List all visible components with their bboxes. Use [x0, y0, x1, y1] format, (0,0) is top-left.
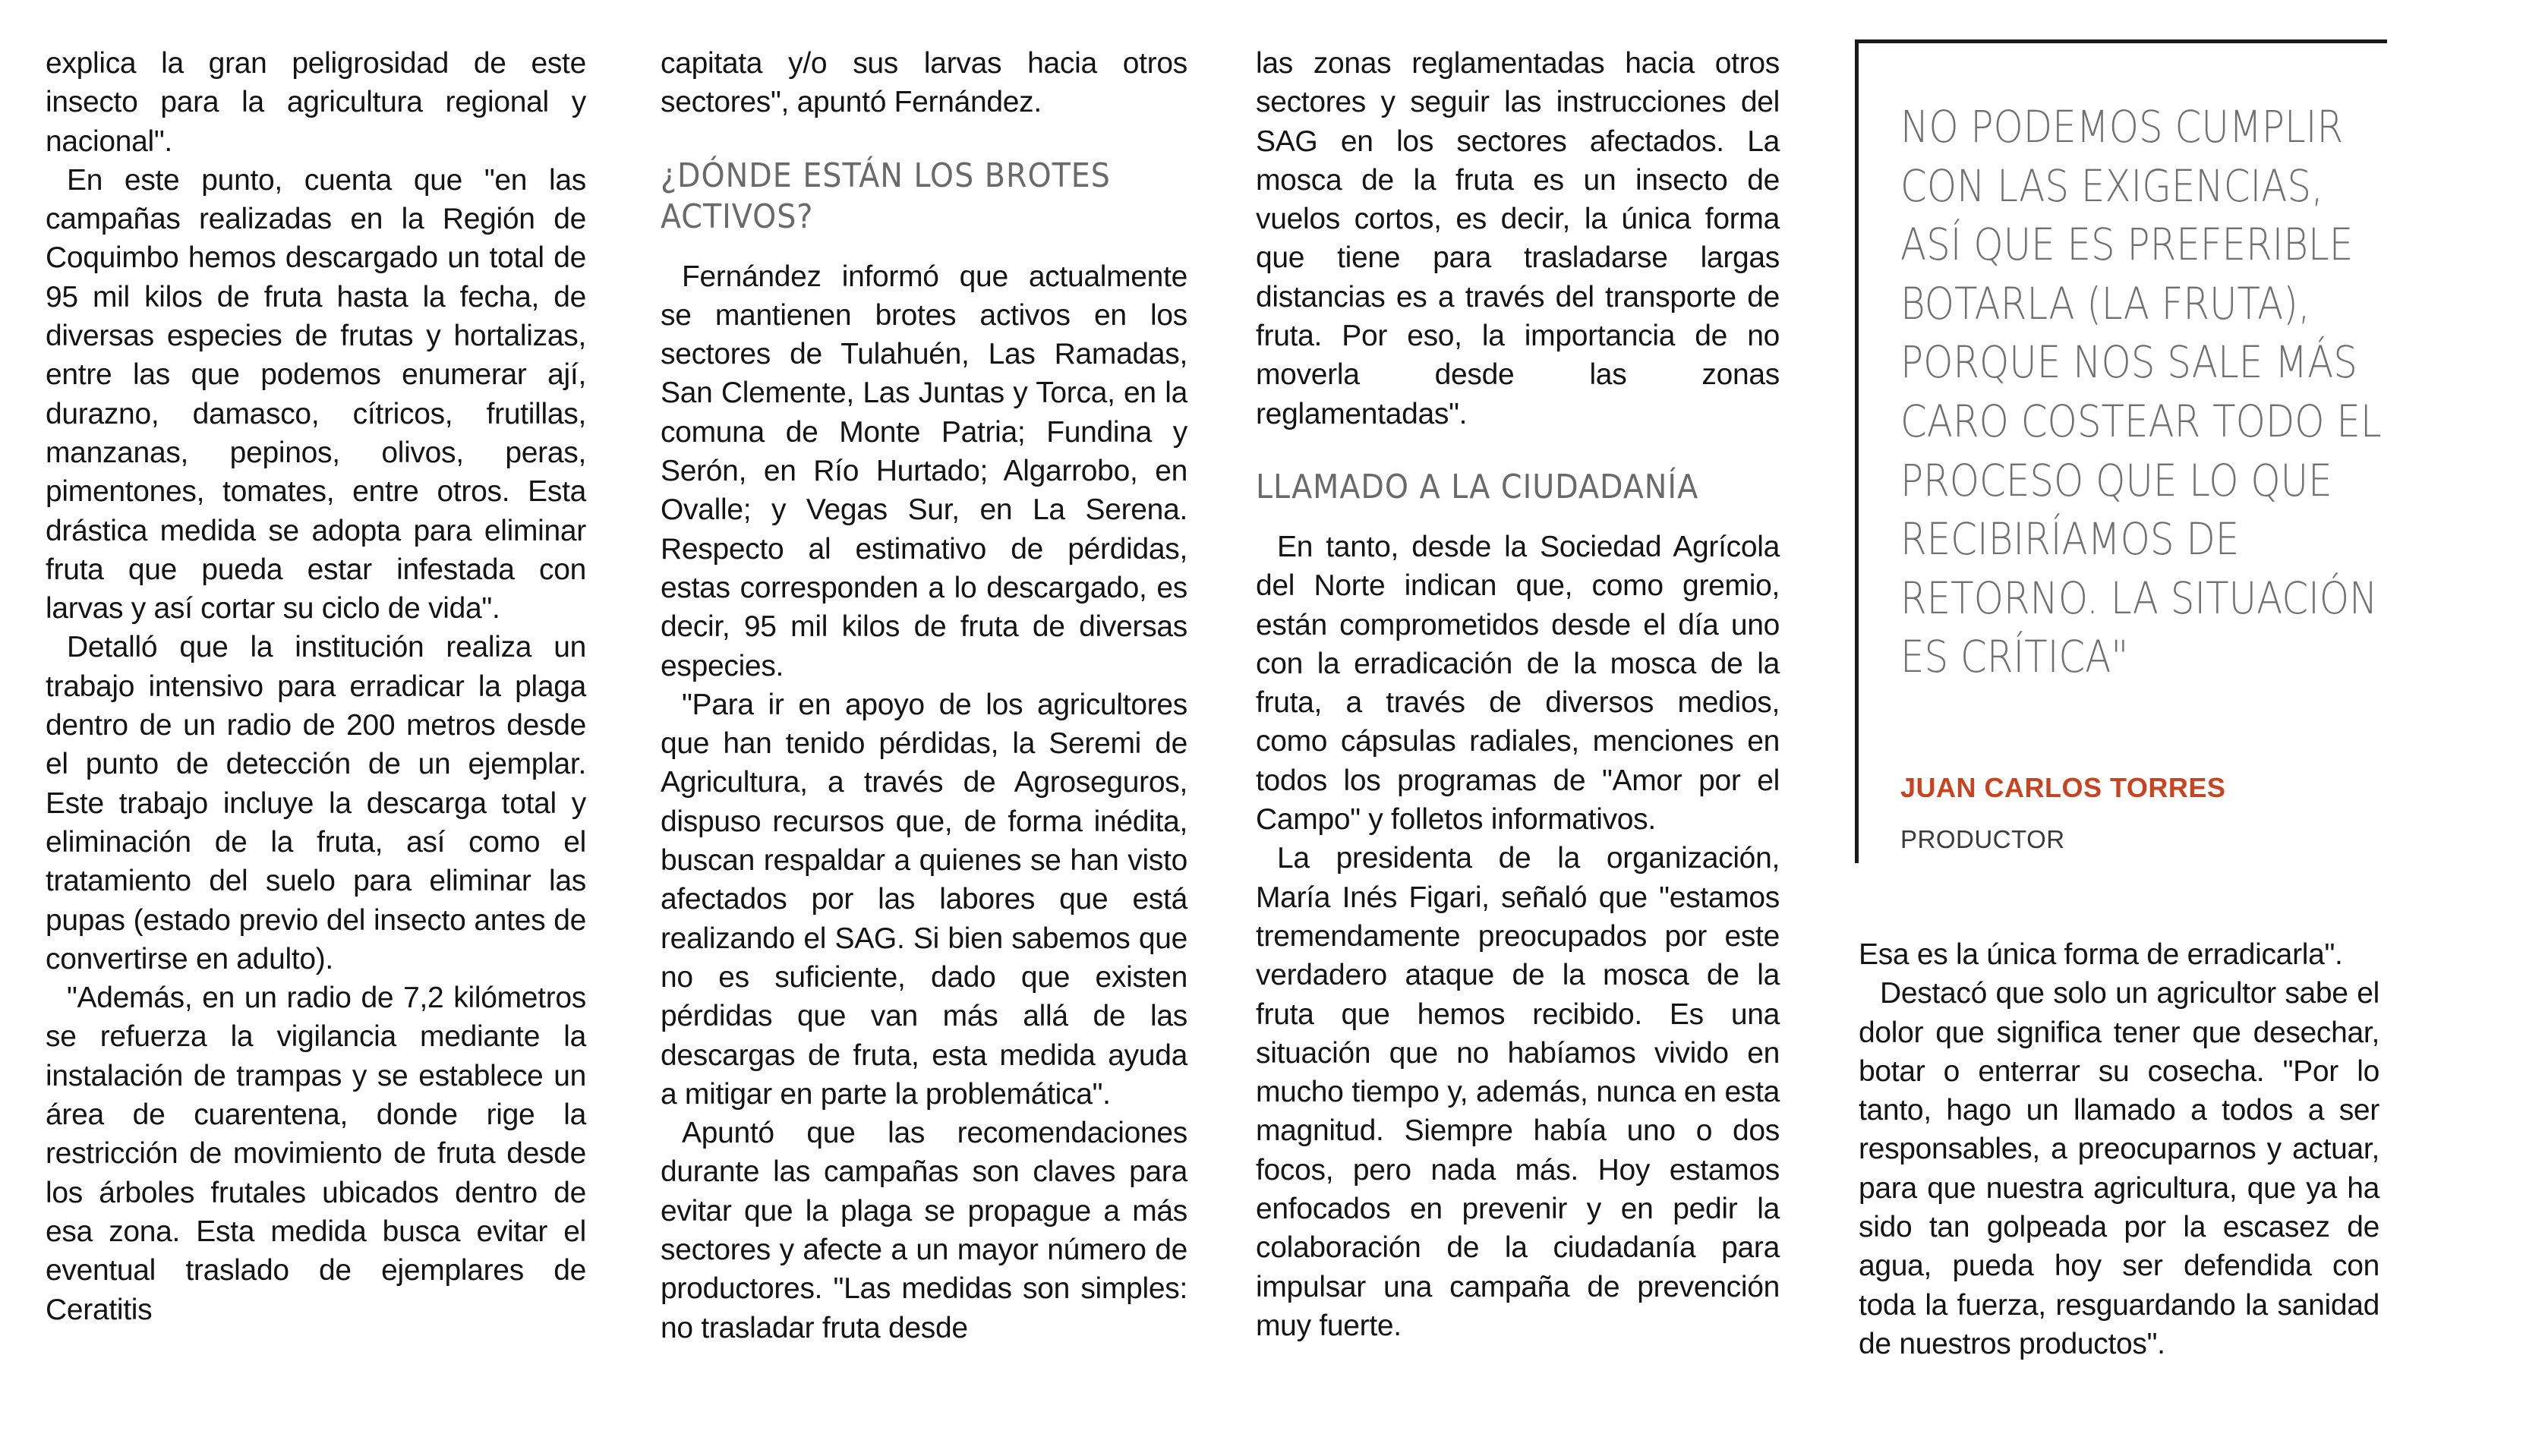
body-paragraph: las zonas reglamentadas hacia otros sectores y seguir las instrucciones del SAG en los sectores afectados. La mosca de la fruta es un insecto de vuelos cortos, es decir, la única forma que tiene para trasladarse largas distancias es a través del transporte de fruta. Por eso, la importancia de no moverla desde las zonas reglamentadas".	[1256, 47, 1780, 430]
body-paragraph: explica la gran peligrosidad de este insecto para la agricultura regional y nacional".	[46, 47, 586, 158]
body-paragraph: Esa es la única forma de erradicarla".	[1859, 938, 2343, 971]
body-paragraph: Apuntó que las recomendaciones durante las campañas son claves para evitar que la plaga se propague a más sectores y afecte a un mayor número de productores. "Las medidas son simples: no trasladar fruta desde	[661, 1117, 1187, 1344]
body-paragraph: En tanto, desde la Sociedad Agrícola del Norte indican que, como gremio, están comprometidos desde el día uno con la erradicación de la mosca de la fruta, a través de diversos medios, como cápsulas radiales, menciones en todos los programas de "Amor por el Campo" y folletos informativos.	[1256, 530, 1780, 837]
body-paragraph: Detalló que la institución realiza un trabajo intensivo para erradicar la plaga dentro de un radio de 200 metros desde el punto de detección de un ejemplar. Este trabajo incluye la descarga total y eliminación de la fruta, así como el tratamiento del suelo para eliminar las pupas (estado previo del insecto antes de convertirse en adulto).	[46, 631, 586, 975]
body-paragraph: Destacó que solo un agricultor sabe el dolor que significa tener que desechar, botar o enterrar su cosecha. "Por lo tanto, hago un llamado a todos a ser responsables, a preocuparnos y actuar, para que nuestra agricultura, que ya ha sido tan golpeada por la escasez de agua, pueda hoy ser defendida con toda la fuerza, resguardando la sanidad de nuestros productos".	[1859, 977, 2379, 1360]
body-paragraph: "Además, en un radio de 7,2 kilómetros se refuerza la vigilancia mediante la instalación de trampas y se establece un área de cuarentena, donde rige la restricción de movimiento de fruta desde los árboles frutales ubicados dentro de esa zona. Esta medida busca evitar el eventual traslado de ejemplares de Ceratitis	[46, 982, 586, 1326]
body-paragraph: En este punto, cuenta que "en las campañas realizadas en la Región de Coquimbo hemos descargado un total de 95 mil kilos de fruta hasta la fecha, de diversas especies de frutas y hortalizas, entre las que podemos enumerar ají, durazno, damasco, cítricos, frutillas, manzanas, pepinos, olivos, peras, pimentones, tomates, entre otros. Esta drástica medida se adopta para eliminar fruta que pueda estar infestada con larvas y así cortar su ciclo de vida".	[46, 163, 586, 626]
pull-quote-text: NO PODEMOS CUMPLIR CON LAS EXIGENCIAS, ASÍ QUE ES PREFERIBLE BOTARLA (LA FRUTA), PORQUE NOS SALE MÁS CARO COSTEAR TODO EL PROCESO QUE LO QUE RECIBIRÍAMOS DE RETORNO. LA SITUACIÓN ES CRÍTICA"	[1900, 101, 2382, 683]
pull-quote-author: JUAN CARLOS TORRES	[1900, 772, 2226, 803]
pull-quote-role: PRODUCTOR	[1900, 825, 2065, 853]
article-column-1	[46, 44, 586, 1329]
body-paragraph: La presidenta de la organización, María Inés Figari, señaló que "estamos tremendamente preocupados por este verdadero ataque de la mosca de la fruta que hemos recibido. Es una situación que no habíamos vivido en mucho tiempo y, además, nunca en esta magnitud. Siempre había uno o dos focos, pero nada más. Hoy estamos enfocados en prevenir y en pedir la colaboración de la ciudadanía para impulsar una campaña de prevención muy fuerte.	[1256, 842, 1780, 1342]
body-paragraph: Fernández informó que actualmente se mantienen brotes activos en los sectores de Tulahuén, Las Ramadas, San Clemente, Las Juntas y Torca, en la comuna de Monte Patria; Fundina y Serón, en Río Hurtado; Algarrobo, en Ovalle; y Vegas Sur, en La Serena. Respecto al estimativo de pérdidas, estas corresponden a lo descargado, es decir, 95 mil kilos de fruta de diversas especies.	[661, 260, 1187, 682]
body-paragraph: "Para ir en apoyo de los agricultores que han tenido pérdidas, la Seremi de Agricultura, a través de Agroseguros, dispuso recursos que, de forma inédita, buscan respaldar a quienes se han visto afectados por las labores que está realizando el SAG. Si bien sabemos que no es suficiente, dado que existen pérdidas que van más allá de las descargas de fruta, esta medida ayuda a mitigar en parte la problemática".	[661, 688, 1187, 1111]
body-paragraph: capitata y/o sus larvas hacia otros sectores", apuntó Fernández.	[661, 47, 1187, 119]
section-subheading: LLAMADO A LA CIUDADANÍA	[1256, 467, 1699, 506]
section-subheading: ¿DÓNDE ESTÁN LOS BROTES ACTIVOS?	[661, 156, 1111, 236]
article-column-2	[661, 44, 1187, 1347]
article-column-4	[1859, 935, 2379, 1363]
pull-quote-box	[1855, 39, 2387, 863]
article-column-3	[1256, 44, 1780, 1345]
